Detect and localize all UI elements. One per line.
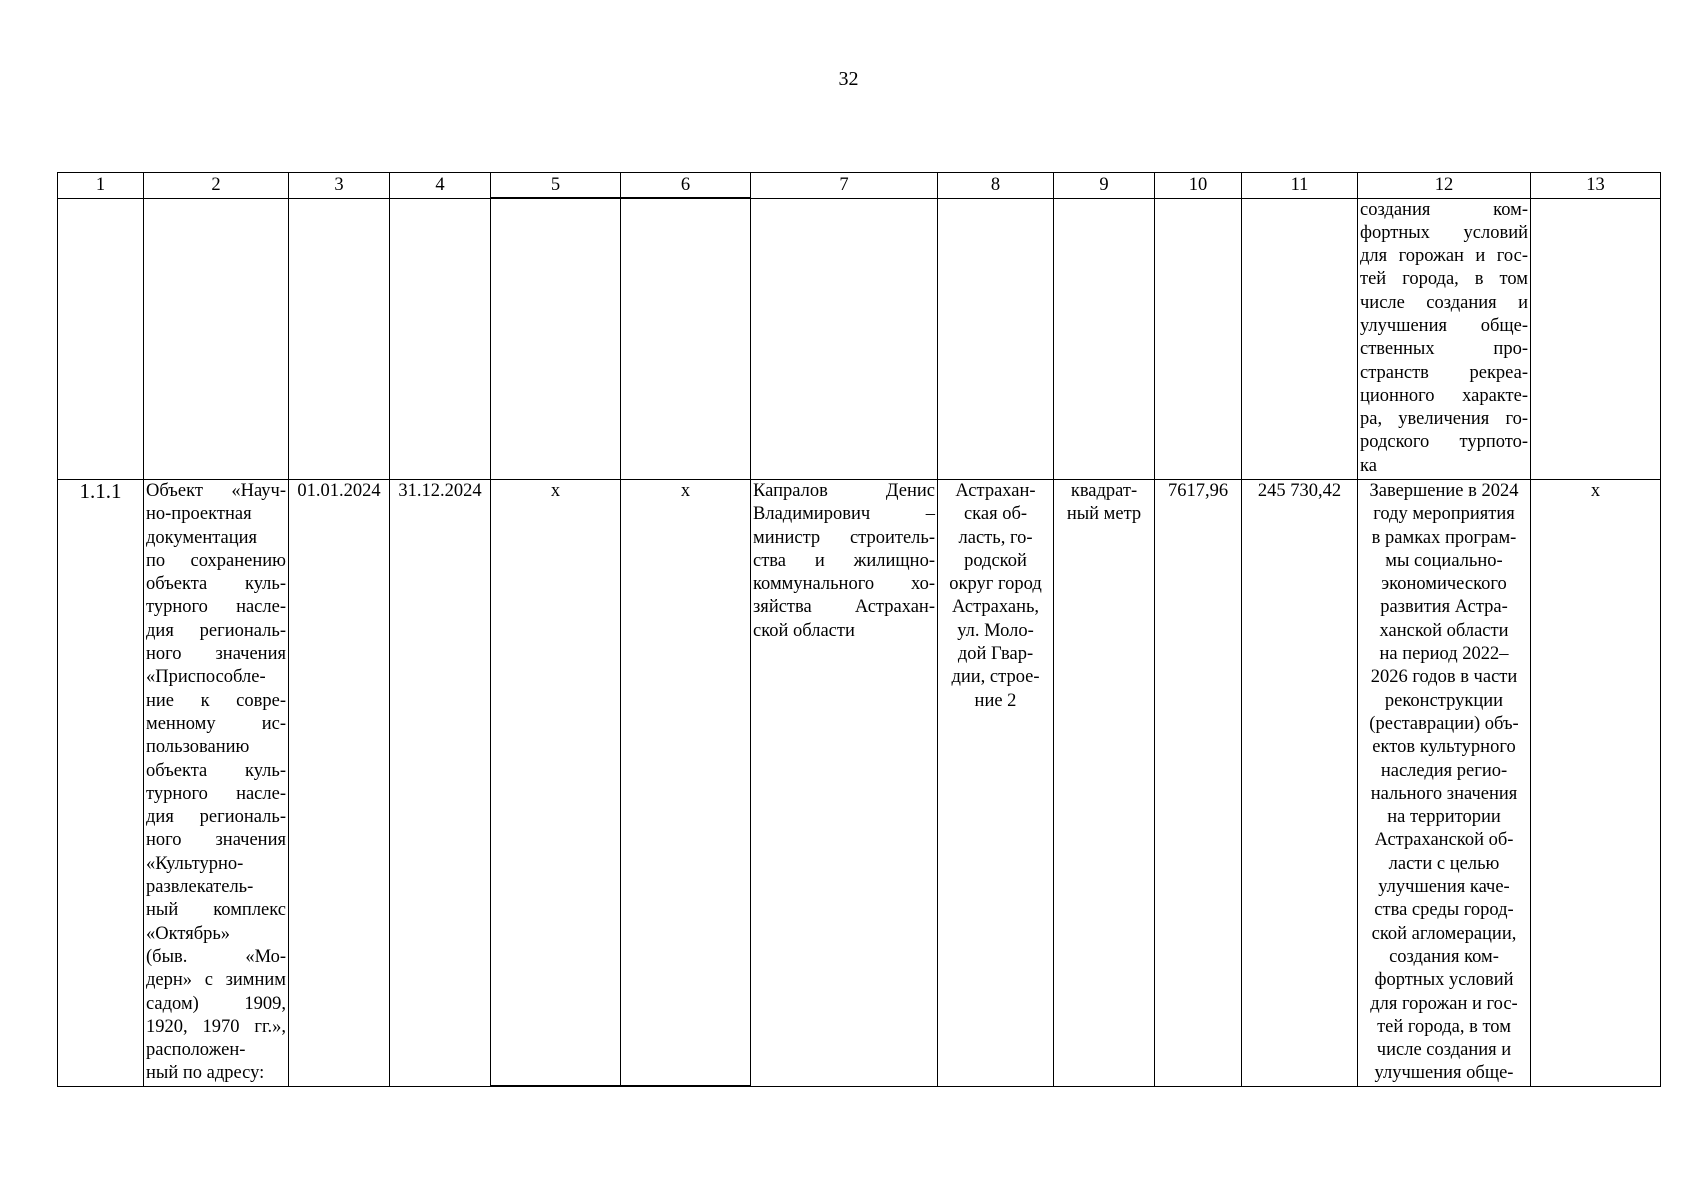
text-line: 1920, 1970 гг.», bbox=[146, 1016, 286, 1037]
text-line: Владимирович – bbox=[753, 504, 935, 525]
text-line: тей города, в том bbox=[1360, 269, 1528, 290]
header-cell: 2 bbox=[144, 173, 289, 199]
page-number: 32 bbox=[838, 68, 859, 90]
text-line: Астрахань, bbox=[951, 597, 1040, 618]
table-cell bbox=[58, 198, 144, 480]
quantity-cell: 7617,96 bbox=[1155, 480, 1242, 1087]
text-line: на период 2022– bbox=[1379, 644, 1509, 665]
text-line: ской агломерации, bbox=[1371, 923, 1517, 944]
table-cell bbox=[1054, 198, 1155, 480]
text-line: ектов культурного bbox=[1372, 737, 1516, 758]
text-line: фортных условий bbox=[1374, 970, 1514, 991]
text-line: ской области bbox=[753, 620, 855, 641]
table-cell bbox=[491, 198, 621, 480]
text-line: ного значения bbox=[146, 644, 286, 665]
table-cell bbox=[289, 198, 390, 480]
table-row bbox=[58, 480, 1661, 1087]
unit-cell bbox=[1054, 480, 1155, 1087]
text-line: наследия регио- bbox=[1380, 760, 1508, 781]
text-line: для горожан и гос- bbox=[1360, 246, 1528, 267]
header-cell: 7 bbox=[751, 173, 938, 199]
text-line: фортных условий bbox=[1360, 222, 1528, 243]
text-line: министр строитель- bbox=[753, 527, 935, 548]
table-cell bbox=[1242, 198, 1358, 480]
text-line: ственных про- bbox=[1360, 339, 1528, 360]
text-line: ул. Моло- bbox=[957, 620, 1034, 641]
text-line: странств рекреа- bbox=[1360, 362, 1528, 383]
text-line: дой Гвар- bbox=[957, 644, 1034, 665]
text-line: ласть, го- bbox=[958, 527, 1033, 548]
amount-cell: 245 730,42 bbox=[1242, 480, 1358, 1087]
text-line: (быв. «Мо- bbox=[146, 946, 286, 967]
text-line: экономического bbox=[1381, 574, 1507, 595]
table-cell bbox=[144, 198, 289, 480]
text-line: родской bbox=[964, 550, 1027, 571]
header-cell: 13 bbox=[1531, 173, 1661, 199]
text-line: ние к совре- bbox=[146, 690, 286, 711]
text-line: документация bbox=[146, 527, 258, 548]
text-line: квадрат- bbox=[1070, 481, 1138, 501]
start-date-cell: 01.01.2024 bbox=[289, 480, 390, 1087]
text-line: объекта куль- bbox=[146, 760, 286, 781]
text-line: ние 2 bbox=[974, 690, 1017, 711]
header-cell: 8 bbox=[938, 173, 1054, 199]
text-line: ства и жилищно- bbox=[753, 550, 935, 571]
text-line: Капралов Денис bbox=[753, 481, 935, 501]
table-header-row bbox=[58, 173, 1661, 199]
text-line: Завершение в 2024 bbox=[1369, 481, 1519, 501]
text-line: году мероприятия bbox=[1373, 504, 1515, 525]
text-line: ра, увеличения го- bbox=[1360, 409, 1528, 430]
document-table bbox=[57, 172, 1661, 1087]
text-line: (реставрации) объ- bbox=[1369, 713, 1519, 734]
text-line: объекта куль- bbox=[146, 574, 286, 595]
text-line: для горожан и гос- bbox=[1370, 993, 1518, 1014]
responsible-person-cell bbox=[751, 480, 938, 1087]
header-cell: 1 bbox=[58, 173, 144, 199]
text-line: числе создания и bbox=[1360, 292, 1528, 313]
text-line: ный по адресу: bbox=[146, 1063, 265, 1084]
text-line: ханской области bbox=[1379, 620, 1509, 641]
text-line: пользованию bbox=[146, 737, 250, 758]
table-cell bbox=[621, 198, 751, 480]
text-line: садом) 1909, bbox=[146, 993, 286, 1014]
row-number: 1.1.1 bbox=[58, 480, 144, 1087]
header-cell: 9 bbox=[1054, 173, 1155, 199]
text-line: нального значения bbox=[1370, 783, 1518, 804]
text-line: родского турпото- bbox=[1360, 432, 1528, 453]
text-line: «Октябрь» bbox=[146, 923, 231, 944]
text-line: расположен- bbox=[146, 1040, 246, 1061]
table-cell: х bbox=[491, 480, 621, 1087]
text-line: ства среды город- bbox=[1374, 900, 1514, 921]
header-cell: 4 bbox=[390, 173, 491, 199]
text-line: на территории bbox=[1387, 807, 1501, 828]
text-line: коммунального хо- bbox=[753, 574, 935, 595]
text-line: в рамках програм- bbox=[1371, 527, 1517, 548]
header-cell: 3 bbox=[289, 173, 390, 199]
object-name-cell bbox=[144, 480, 289, 1087]
table-cell bbox=[751, 198, 938, 480]
text-line: реконструкции bbox=[1384, 690, 1504, 711]
text-line: числе создания и bbox=[1376, 1040, 1512, 1061]
text-line: Астрахан- bbox=[955, 481, 1036, 501]
text-line: мы социально- bbox=[1385, 550, 1503, 571]
location-cell bbox=[938, 480, 1054, 1087]
text-line: ного значения bbox=[146, 830, 286, 851]
text-line: улучшения каче- bbox=[1378, 877, 1510, 898]
text-line: создания ком- bbox=[1360, 199, 1528, 220]
text-line: менному ис- bbox=[146, 713, 286, 734]
text-line: дия региональ- bbox=[146, 620, 286, 641]
header-cell: 10 bbox=[1155, 173, 1242, 199]
text-line: ный комплекс bbox=[146, 900, 286, 921]
text-line: ская об- bbox=[963, 504, 1028, 525]
table-cell bbox=[390, 198, 491, 480]
text-line: турного насле- bbox=[146, 597, 286, 618]
text-line: ласти с целью bbox=[1388, 853, 1500, 874]
end-date-cell: 31.12.2024 bbox=[390, 480, 491, 1087]
table-cell bbox=[1155, 198, 1242, 480]
text-line: зяйства Астрахан- bbox=[753, 597, 935, 618]
table-cell bbox=[938, 198, 1054, 480]
text-line: ный метр bbox=[1066, 504, 1142, 525]
text-line: ка bbox=[1360, 455, 1377, 476]
text-line: турного насле- bbox=[146, 783, 286, 804]
text-line: ционного характе- bbox=[1360, 385, 1528, 406]
text-line: улучшения обще- bbox=[1374, 1063, 1514, 1084]
text-line: округ город bbox=[949, 574, 1042, 595]
header-cell: 11 bbox=[1242, 173, 1358, 199]
header-cell: 5 bbox=[491, 173, 621, 199]
text-line: Астраханской об- bbox=[1374, 830, 1514, 851]
text-line: дия региональ- bbox=[146, 807, 286, 828]
text-line: дерн» с зимним bbox=[146, 970, 286, 991]
text-line: Объект «Науч- bbox=[146, 481, 286, 501]
text-line: создания ком- bbox=[1389, 946, 1499, 967]
text-line: тей города, в том bbox=[1377, 1016, 1511, 1037]
table-row bbox=[58, 198, 1661, 480]
text-line: улучшения обще- bbox=[1360, 315, 1528, 336]
text-line: но-проектная bbox=[146, 504, 252, 525]
text-line: по сохранению bbox=[146, 550, 286, 571]
goal-description-cell bbox=[1358, 198, 1531, 480]
table-cell bbox=[1531, 198, 1661, 480]
table-cell: х bbox=[1531, 480, 1661, 1087]
header-cell: 6 bbox=[621, 173, 751, 199]
text-line: 2026 годов в части bbox=[1370, 667, 1518, 688]
text-line: дии, строе- bbox=[951, 667, 1040, 688]
table-cell: х bbox=[621, 480, 751, 1087]
text-line: «Приспособле- bbox=[146, 667, 266, 688]
text-line: развития Астра- bbox=[1380, 597, 1508, 618]
result-description-cell bbox=[1358, 480, 1531, 1087]
text-line: развлекатель- bbox=[146, 877, 254, 898]
text-line: «Культурно- bbox=[146, 853, 244, 874]
header-cell: 12 bbox=[1358, 173, 1531, 199]
